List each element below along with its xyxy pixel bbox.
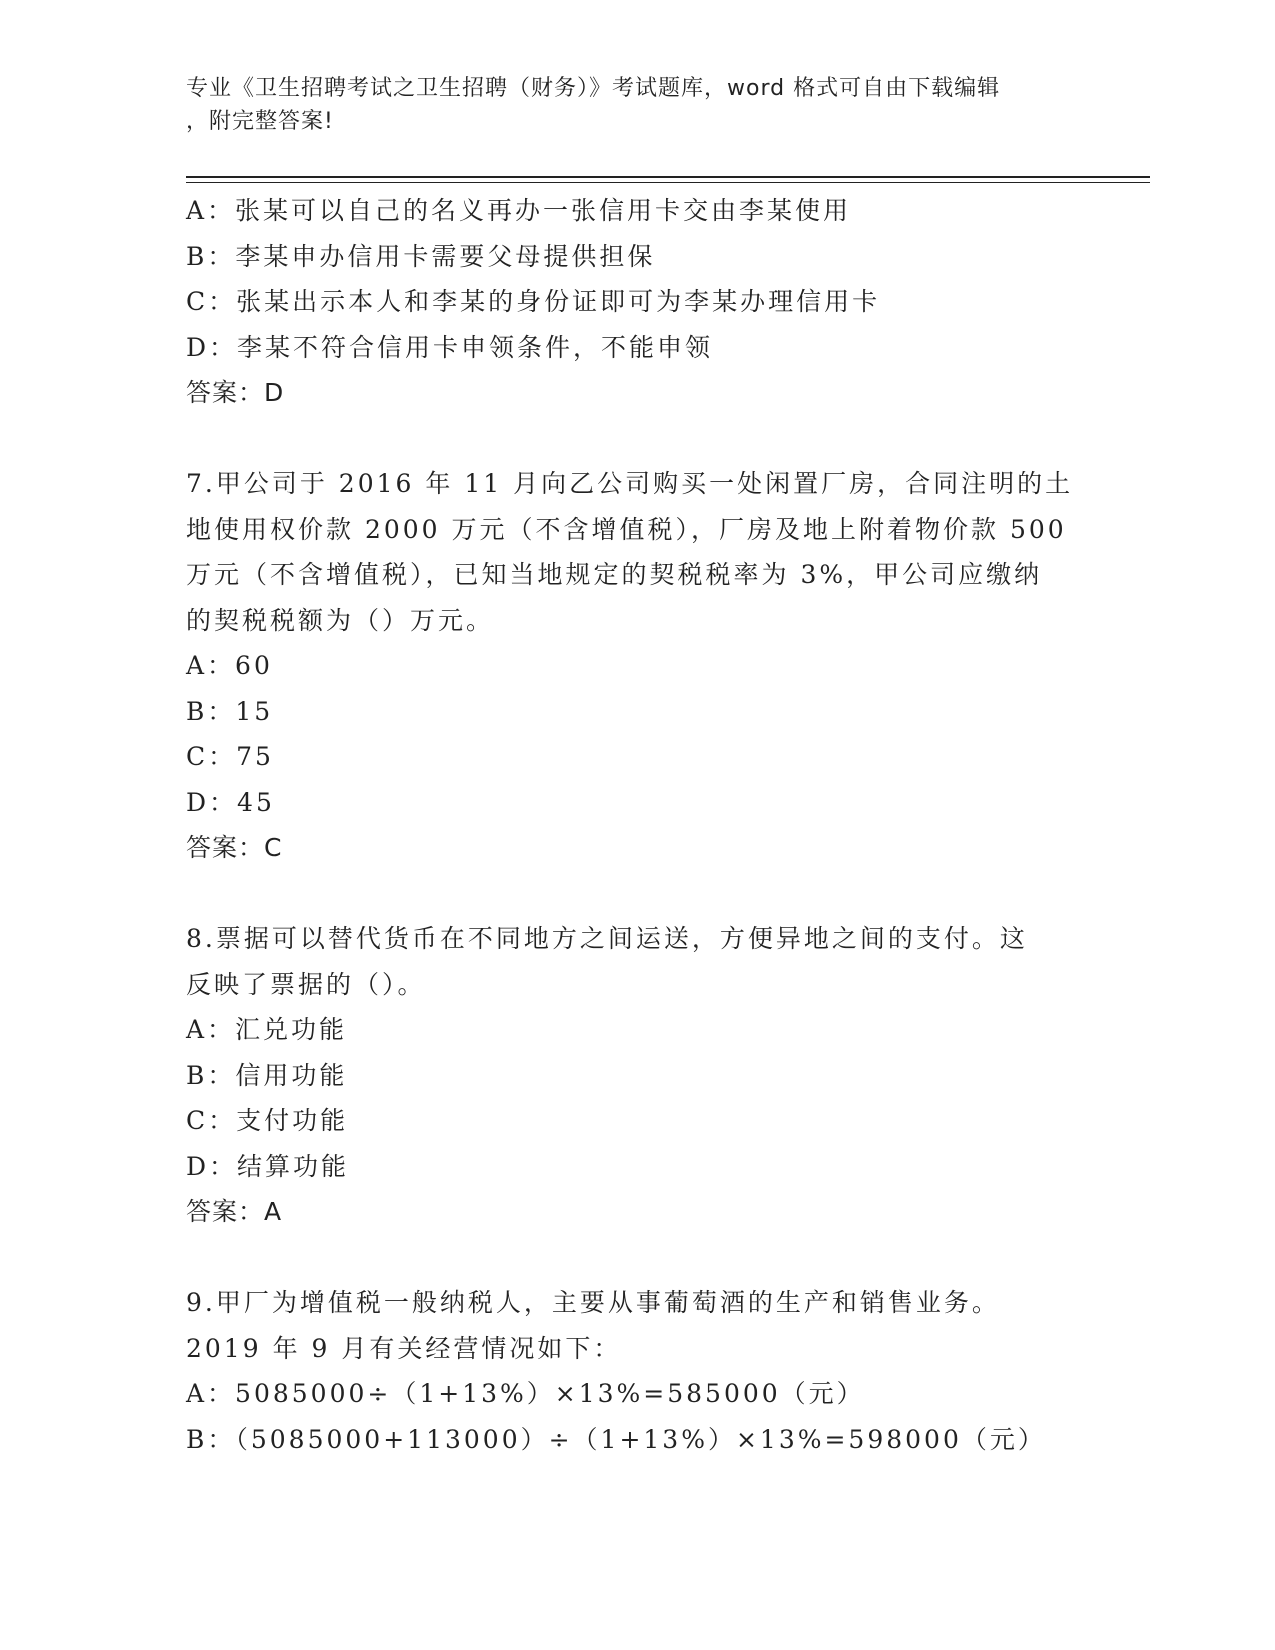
header-line-1: 专业《卫生招聘考试之卫生招聘（财务）》考试题库，word 格式可自由下载编辑 [186, 76, 1001, 101]
option-b: B：信用功能 [186, 1060, 348, 1090]
answer: 答案：A [186, 1197, 283, 1226]
question-text-line: 8.票据可以替代货币在不同地方之间运送，方便异地之间的支付。这 [186, 924, 1028, 953]
option-a: A：汇兑功能 [186, 1015, 348, 1044]
question-text-line: 2019 年 9 月有关经营情况如下： [186, 1333, 622, 1363]
option-b: B：（5085000+113000）÷（1+13%）×13%=598000（元） [186, 1424, 1046, 1454]
option-c: C：75 [186, 742, 274, 771]
option-a: A：60 [186, 651, 273, 680]
header-rule-thick [186, 176, 1150, 178]
question-7 [186, 461, 1086, 871]
header-line-2: ，附完整答案! [186, 109, 334, 134]
answer: 答案：C [186, 833, 283, 862]
option-d: D：李某不符合信用卡申领条件，不能申领 [186, 332, 714, 362]
question-text-line: 万元（不含增值税），已知当地规定的契税税率为 3%，甲公司应缴纳 [186, 560, 1043, 589]
prev-question [186, 188, 1086, 416]
option-b: B：15 [186, 696, 274, 726]
option-c: C：支付功能 [186, 1106, 349, 1135]
document-body [186, 188, 1086, 1462]
question-text-line: 地使用权价款 2000 万元（不含增值税），厂房及地上附着物价款 500 [186, 514, 1067, 544]
question-text-line: 的契税税额为（）万元。 [186, 605, 495, 635]
option-a: A：5085000÷（1+13%）×13%=585000（元） [186, 1379, 865, 1408]
option-a: A：张某可以自己的名义再办一张信用卡交由李某使用 [186, 196, 852, 225]
document-header [186, 72, 1066, 138]
answer: 答案：D [186, 378, 285, 407]
option-b: B：李某申办信用卡需要父母提供担保 [186, 241, 656, 271]
question-text-line: 9.甲厂为增值税一般纳税人，主要从事葡萄酒的生产和销售业务。 [186, 1288, 1000, 1317]
header-rule-thin [186, 182, 1150, 183]
question-text-line: 反映了票据的（）。 [186, 969, 426, 999]
option-c: C：张某出示本人和李某的身份证即可为李某办理信用卡 [186, 287, 881, 316]
question-text-line: 7.甲公司于 2016 年 11 月向乙公司购买一处闲置厂房，合同注明的土 [186, 469, 1074, 498]
option-d: D：45 [186, 787, 275, 817]
option-d: D：结算功能 [186, 1151, 350, 1181]
question-8 [186, 916, 1086, 1235]
question-9 [186, 1280, 1086, 1462]
